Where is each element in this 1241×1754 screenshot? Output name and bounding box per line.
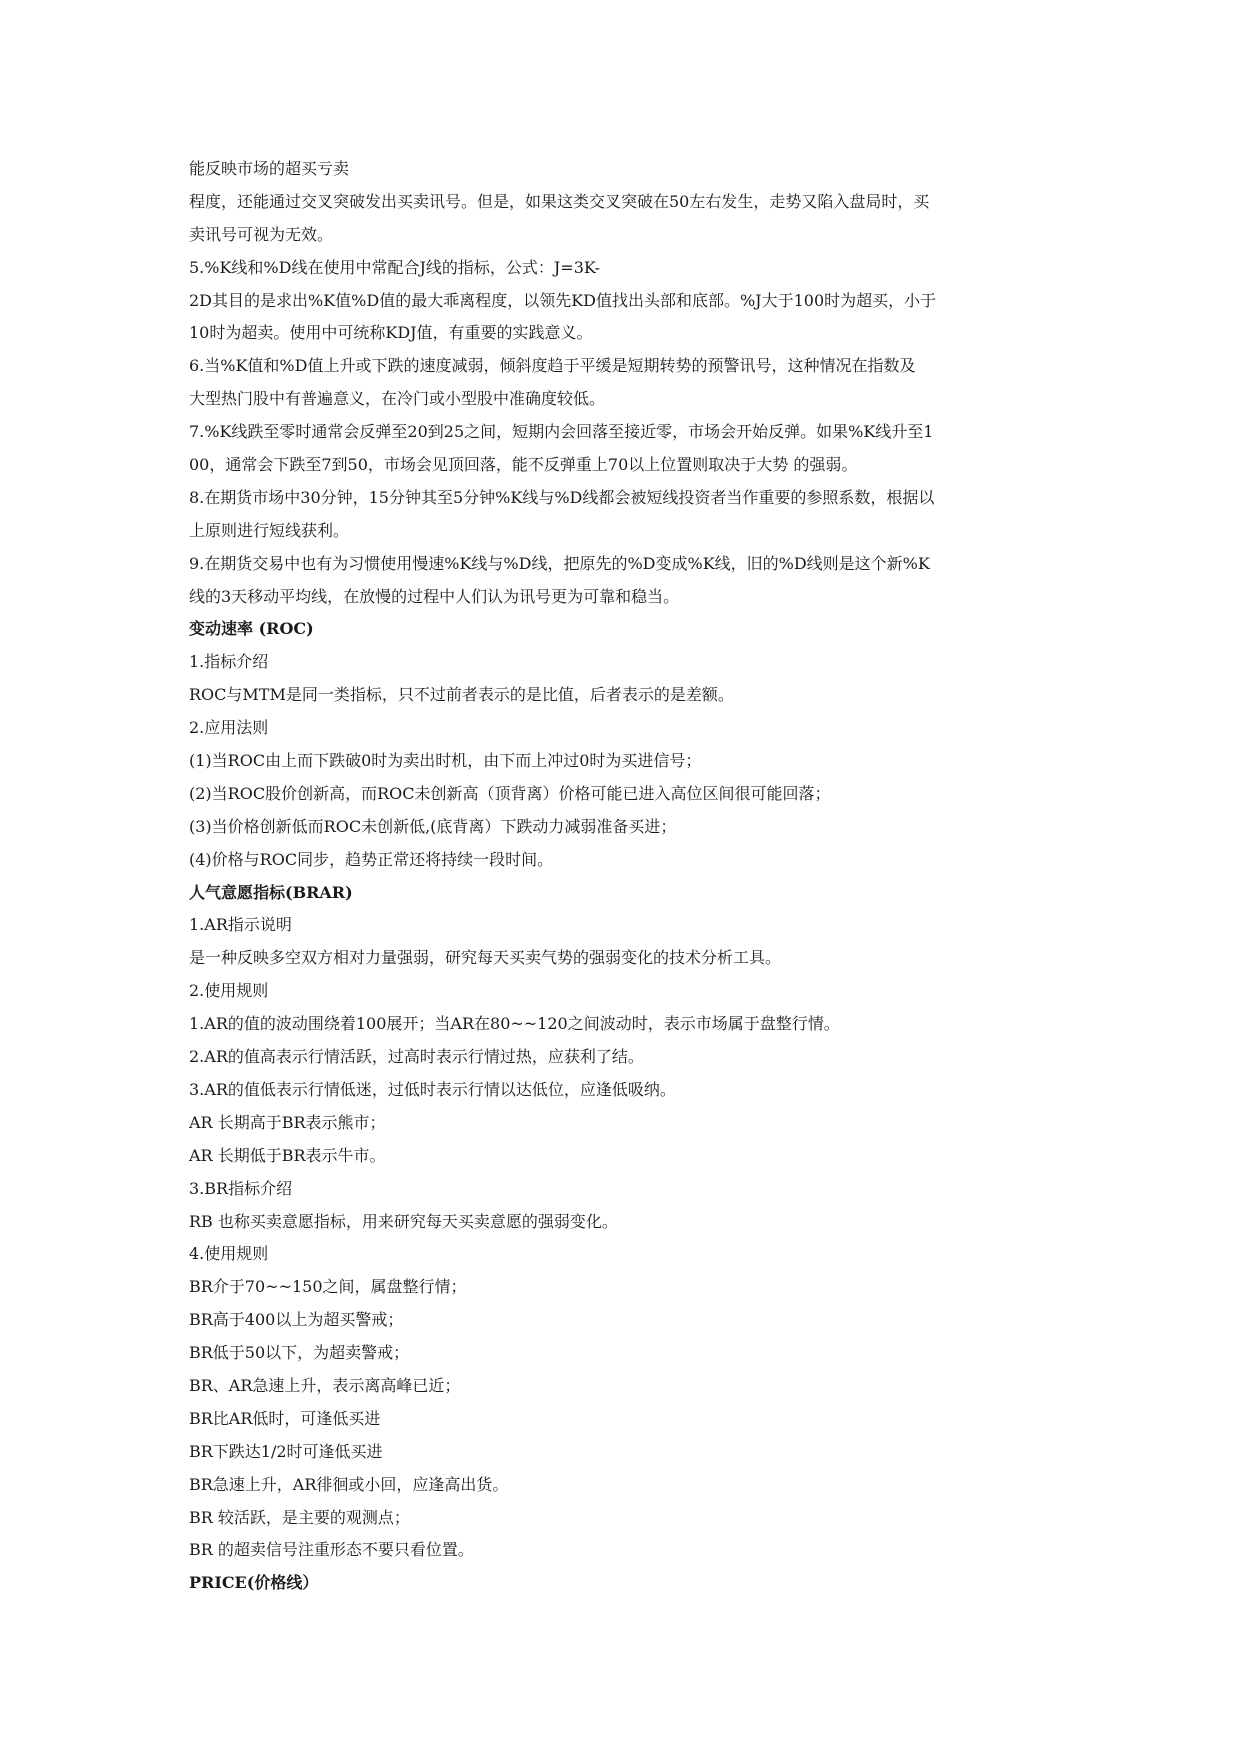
text-line: 3.BR指标介绍 bbox=[189, 1178, 293, 1198]
text-line: 9.在期货交易中也有为习惯使用慢速%K线与%D线，把原先的%D变成%K线，旧的%D线则是这个新%K bbox=[189, 553, 930, 573]
text-line: (4)价格与ROC同步，趋势正常还将持续一段时间。 bbox=[189, 849, 554, 869]
text-line: 1.指标介绍 bbox=[189, 652, 269, 672]
text-line: BR比AR低时，可逢低买进 bbox=[189, 1408, 381, 1428]
text-line: BR急速上升，AR徘徊或小回，应逢高出货。 bbox=[189, 1474, 509, 1494]
text-line: 2.使用规则 bbox=[189, 981, 269, 1001]
text-line: BR 较活跃，是主要的观测点； bbox=[189, 1507, 410, 1527]
text-line: 线的3天移动平均线，在放慢的过程中人们认为讯号更为可靠和稳当。 bbox=[189, 586, 680, 606]
text-line: 卖讯号可视为无效。 bbox=[189, 224, 334, 244]
text-line: 1.AR的值的波动围绕着100展开；当AR在80~~120之间波动时，表示市场属于盘整行情。 bbox=[189, 1014, 840, 1034]
section-heading: 变动速率 (ROC) bbox=[189, 619, 314, 639]
text-line: RB 也称买卖意愿指标，用来研究每天买卖意愿的强弱变化。 bbox=[189, 1211, 618, 1231]
text-line: 1.AR指示说明 bbox=[189, 915, 292, 935]
text-line: 8.在期货市场中30分钟，15分钟其至5分钟%K线与%D线都会被短线投资者当作重要的参照系数，根据以 bbox=[189, 487, 935, 507]
text-line: 4.使用规则 bbox=[189, 1244, 269, 1264]
text-line: BR 的超卖信号注重形态不要只看位置。 bbox=[189, 1540, 474, 1560]
text-line: 2.应用法则 bbox=[189, 718, 269, 738]
section-heading: 人气意愿指标(BRAR) bbox=[189, 882, 353, 902]
text-line: 7.%K线跌至零时通常会反弹至20到25之间，短期内会回落至接近零，市场会开始反弹。如果%K线升至1 bbox=[189, 422, 934, 442]
text-line: 是一种反映多空双方相对力量强弱，研究每天买卖气势的强弱变化的技术分析工具。 bbox=[189, 948, 782, 968]
text-line: BR介于70~~150之间，属盘整行情； bbox=[189, 1277, 467, 1297]
text-line: 能反映市场的超买亏卖 bbox=[189, 159, 350, 178]
text-line: 2D其目的是求出%K值%D值的最大乖离程度，以领先KD值找出头部和底部。%J大于100时为超买，小于 bbox=[189, 290, 937, 310]
text-line: BR低于50以下，为超卖警戒； bbox=[189, 1343, 410, 1363]
text-line: (1)当ROC由上而下跌破0时为卖出时机，由下而上冲过0时为买进信号； bbox=[189, 751, 702, 771]
text-line: AR 长期低于BR表示牛市。 bbox=[189, 1145, 386, 1165]
text-line: (3)当价格创新低而ROC未创新低,(底背离）下跌动力减弱准备买进； bbox=[189, 816, 677, 836]
document-body bbox=[189, 153, 1059, 1600]
text-line: 00，通常会下跌至7到50，市场会见顶回落，能不反弹重上70以上位置则取决于大势 的强弱。 bbox=[189, 455, 858, 475]
text-line: 6.当%K值和%D值上升或下跌的速度减弱，倾斜度趋于平缓是短期转势的预警讯号，这种情况在指数及 bbox=[189, 356, 916, 376]
text-line: 10时为超卖。使用中可统称KDJ值，有重要的实践意义。 bbox=[189, 323, 593, 343]
text-line: BR下跌达1/2时可逢低买进 bbox=[189, 1441, 383, 1461]
text-line: 大型热门股中有普遍意义，在冷门或小型股中准确度较低。 bbox=[189, 389, 606, 409]
text-line: 程度，还能通过交叉突破发出买卖讯号。但是，如果这类交叉突破在50左右发生，走势又陷入盘局时，买 bbox=[189, 191, 930, 211]
text-line: (2)当ROC股价创新高，而ROC未创新高（顶背离）价格可能已进入高位区间很可能回落； bbox=[189, 783, 831, 803]
section-heading: PRICE(价格线） bbox=[189, 1573, 319, 1593]
text-line: 上原则进行短线获利。 bbox=[189, 520, 350, 540]
text-line: BR、AR急速上升，表示离高峰已近； bbox=[189, 1375, 461, 1395]
text-line: 5.%K线和%D线在使用中常配合J线的指标，公式：J=3K- bbox=[189, 257, 601, 277]
text-line: 3.AR的值低表示行情低迷，过低时表示行情以达低位，应逢低吸纳。 bbox=[189, 1079, 676, 1099]
text-line: BR高于400以上为超买警戒； bbox=[189, 1310, 404, 1330]
text-line: ROC与MTM是同一类指标，只不过前者表示的是比值，后者表示的是差额。 bbox=[189, 685, 734, 705]
text-line: 2.AR的值高表示行情活跃，过高时表示行情过热，应获利了结。 bbox=[189, 1047, 644, 1067]
text-line: AR 长期高于BR表示熊市； bbox=[189, 1112, 386, 1132]
